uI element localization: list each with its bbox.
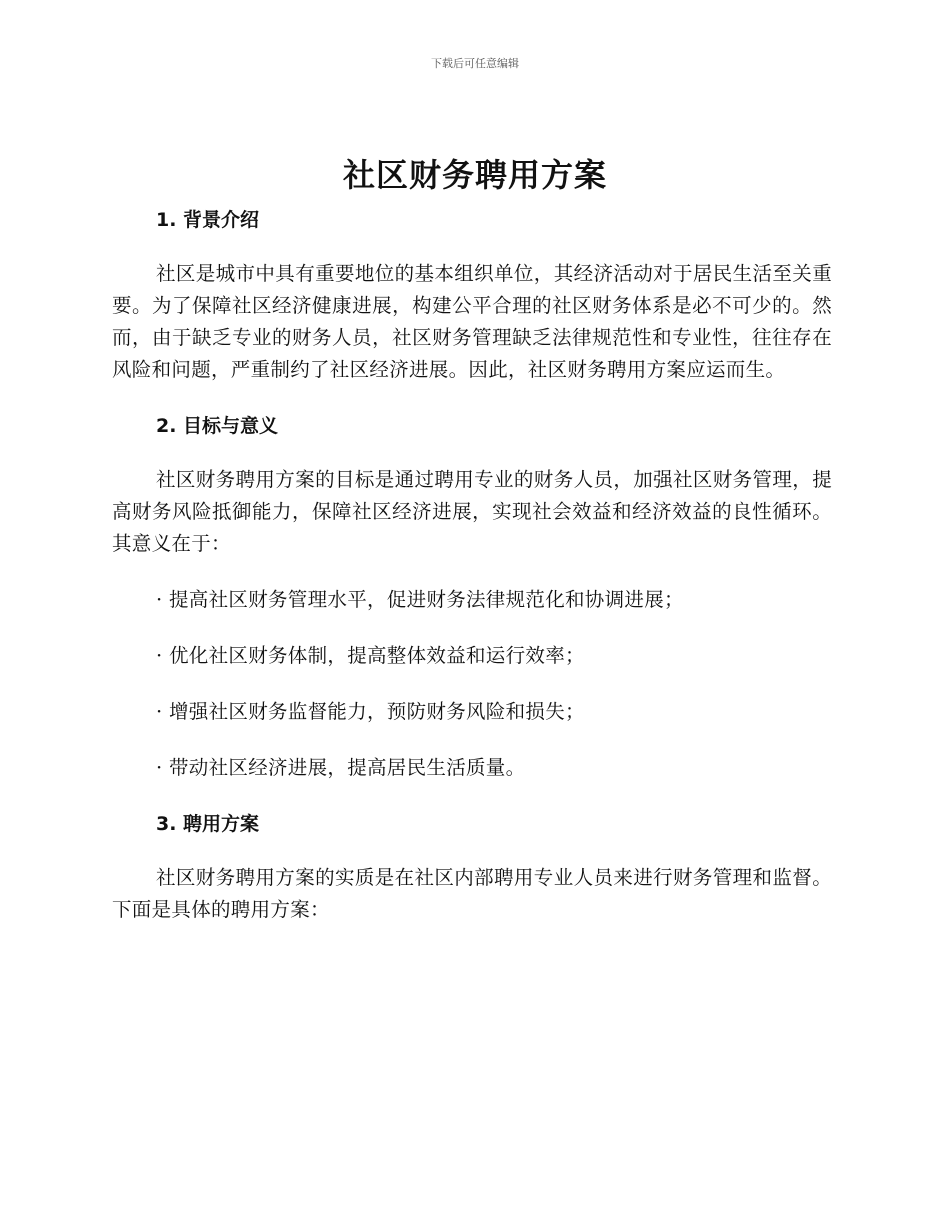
- page-title: 社区财务聘用方案: [342, 156, 607, 194]
- section-paragraph: 社区财务聘用方案的目标是通过聘用专业的财务人员，加强社区财务管理，提高财务风险抵御能力，保障社区经济进展，实现社会效益和经济效益的良性循环。其意义在于：: [112, 468, 832, 555]
- section-heading: 3. 聘用方案: [156, 813, 260, 835]
- section-heading: 2. 目标与意义: [156, 415, 279, 437]
- section-goals: [112, 410, 832, 784]
- header-note: 下载后可任意编辑: [431, 57, 519, 70]
- document-body: [112, 204, 832, 926]
- bullet-item: · 提高社区财务管理水平，促进财务法律规范化和协调进展；: [156, 588, 684, 611]
- section-paragraph: 社区财务聘用方案的实质是在社区内部聘用专业人员来进行财务管理和监督。下面是具体的聘用方案：: [112, 866, 832, 921]
- section-background: [112, 204, 832, 386]
- bullet-item: · 增强社区财务监督能力，预防财务风险和损失；: [156, 700, 585, 723]
- bullet-item: · 带动社区经济进展，提高居民生活质量。: [156, 756, 526, 779]
- section-paragraph: 社区是城市中具有重要地位的基本组织单位，其经济活动对于居民生活至关重要。为了保障社区经济健康进展，构建公平合理的社区财务体系是必不可少的。然而，由于缺乏专业的财务人员，社区财务管理缺乏法律规范性和专业性，往往存在风险和问题，严重制约了社区经济进展。因此，社区财务聘用方案应运而生。: [112, 262, 832, 381]
- bullet-item: · 优化社区财务体制，提高整体效益和运行效率；: [156, 644, 585, 667]
- section-plan: [112, 808, 832, 926]
- section-heading: 1. 背景介绍: [156, 209, 260, 231]
